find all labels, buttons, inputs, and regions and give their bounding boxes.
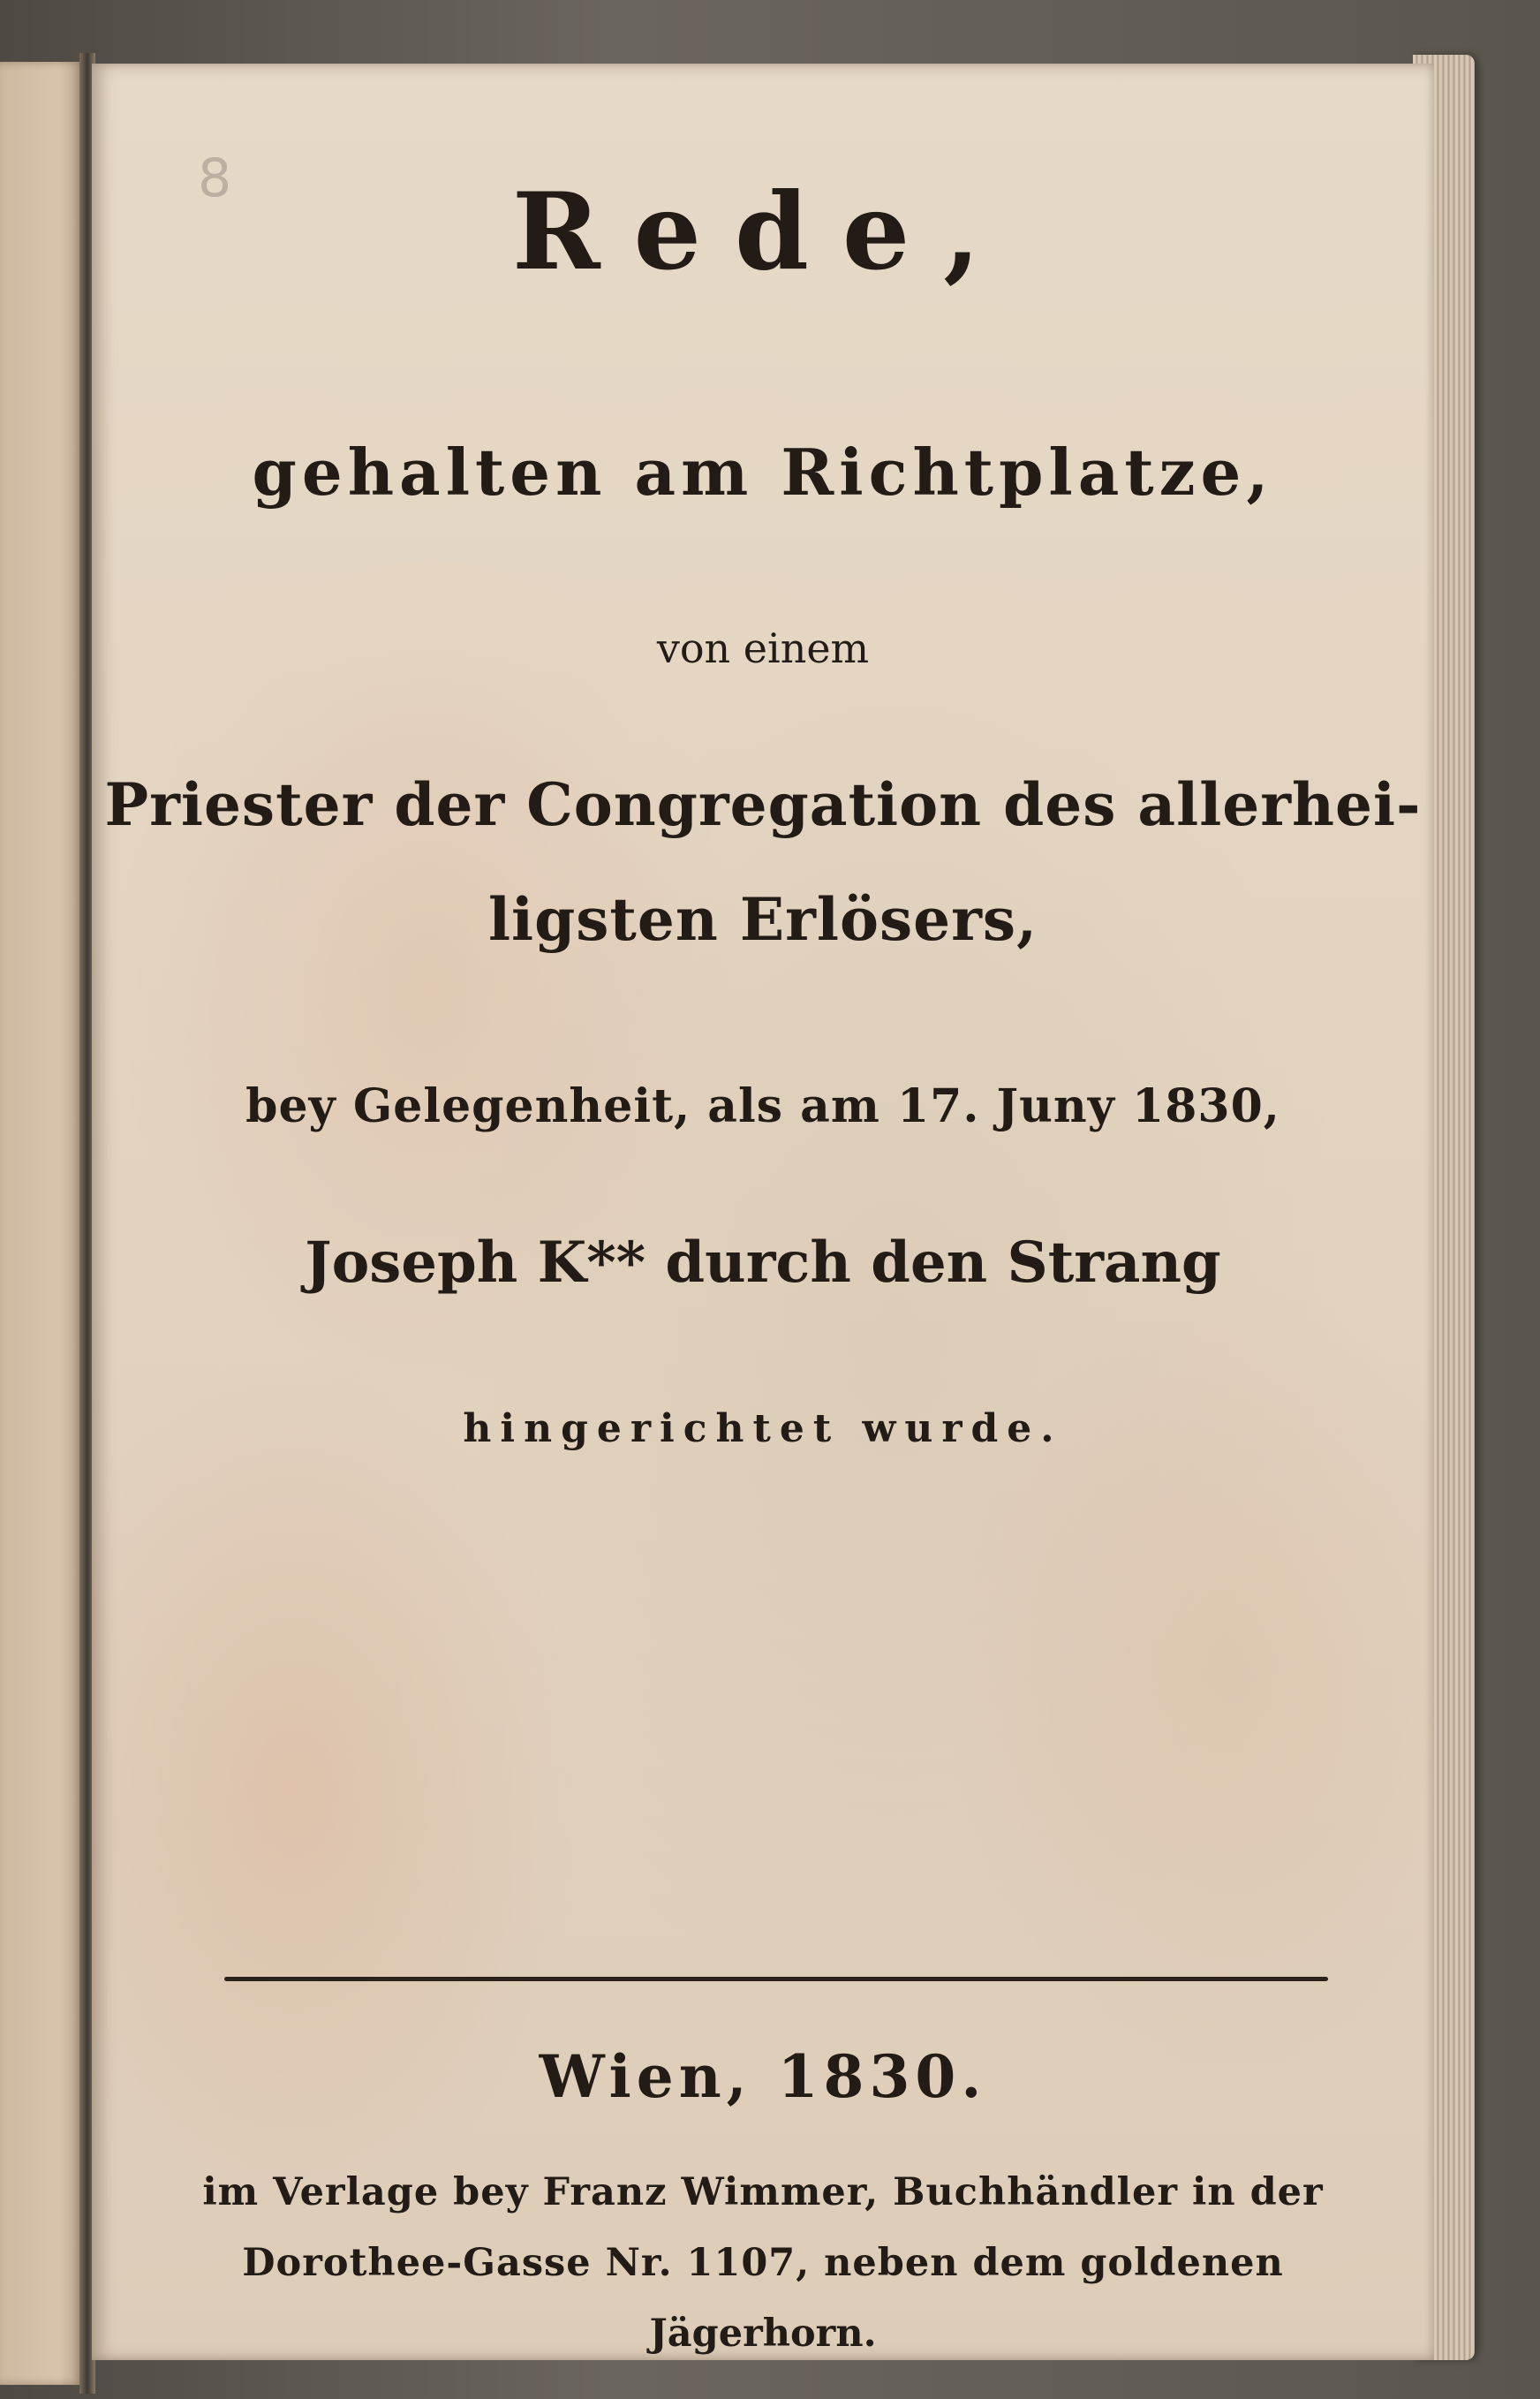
document-title: Rede, — [511, 170, 1015, 294]
title-page — [92, 64, 1434, 2360]
place-date: Wien, 1830. — [539, 2042, 987, 2111]
occasion-line: bey Gelegenheit, als am 17. Juny 1830, — [245, 1079, 1280, 1133]
person-line: Joseph K** durch den Strang — [305, 1230, 1221, 1296]
divider-rule — [224, 1977, 1328, 1981]
author-line-1: Priester der Congregation des allerhei- — [104, 770, 1422, 839]
document-subtitle: gehalten am Richtplatze, — [252, 435, 1274, 510]
left-facing-page — [0, 62, 84, 2385]
author-line-2: ligsten Erlösers, — [487, 885, 1038, 954]
author-intro: von einem — [656, 624, 870, 672]
executed-line: hingerichtet wurde. — [463, 1406, 1063, 1451]
imprint-line-3: Jägerhorn. — [649, 2312, 877, 2356]
pencil-mark: 8 — [198, 148, 232, 209]
imprint-line-1: im Verlage bey Franz Wimmer, Buchhändler in der — [202, 2170, 1324, 2214]
imprint-line-2: Dorothee-Gasse Nr. 1107, neben dem goldenen — [242, 2241, 1284, 2285]
